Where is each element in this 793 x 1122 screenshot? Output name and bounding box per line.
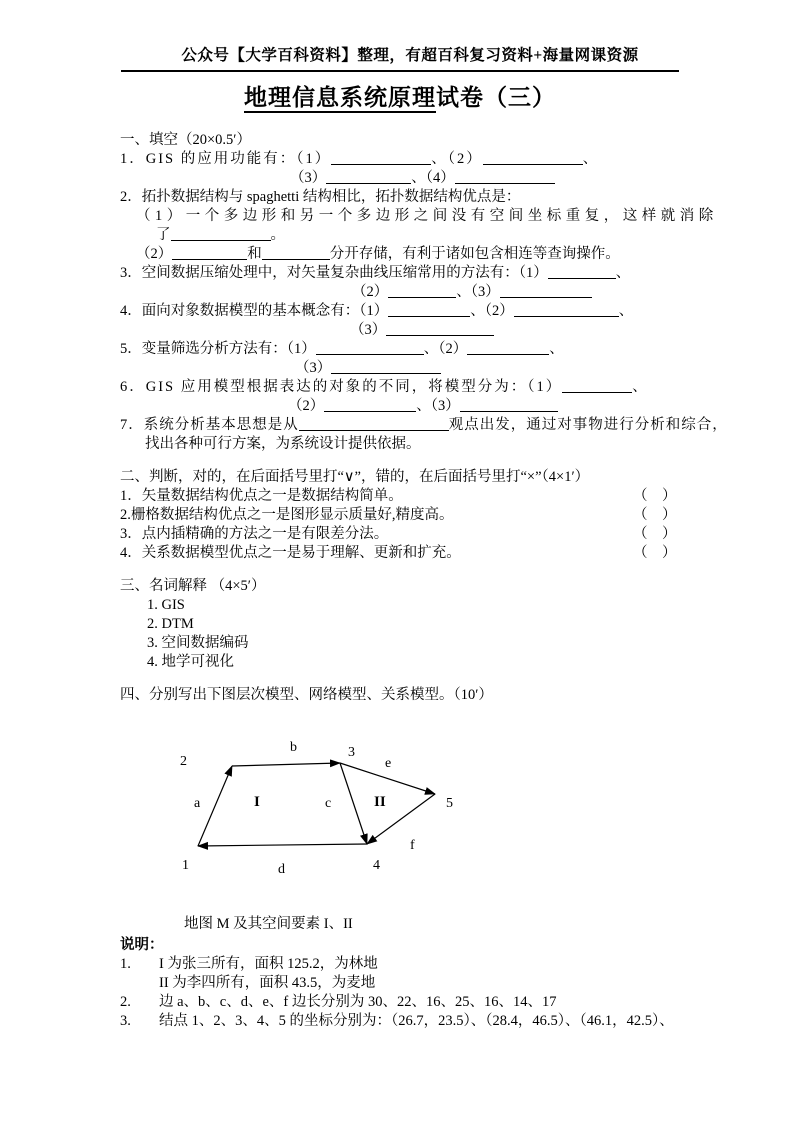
fill-blank-line xyxy=(120,302,700,321)
answer-blank xyxy=(467,340,549,355)
fill-text: 、 xyxy=(632,379,649,395)
judge-items xyxy=(120,487,700,563)
page-title-rest: 试卷（三） xyxy=(436,85,556,110)
term-item: 4. 地学可视化 xyxy=(147,654,234,670)
judge-answer-bracket: （ ） xyxy=(633,526,677,542)
answer-blank xyxy=(172,245,247,260)
page-title-underlined: 地理信息系统原理 xyxy=(244,85,436,113)
edge-f-label: f xyxy=(410,838,415,853)
fill-text: 、 xyxy=(615,265,631,281)
edge-a-label: a xyxy=(194,796,201,811)
judge-answer-bracket: （ ） xyxy=(633,507,677,523)
fill-text: 找出各种可行方案，为系统设计提供依据。 xyxy=(145,436,421,452)
fill-blank-line xyxy=(120,226,700,245)
fill-text: （3） xyxy=(290,170,327,186)
term-item: 1. GIS xyxy=(147,597,185,613)
node-2-label: 2 xyxy=(180,754,187,769)
fill-text: （3） xyxy=(350,322,387,338)
answer-blank xyxy=(171,226,271,241)
edge-c-arrow xyxy=(340,763,367,844)
fill-blank-line xyxy=(120,435,700,454)
note-item-text xyxy=(159,993,700,1012)
fill-text: 。 xyxy=(270,227,285,243)
section-terms xyxy=(120,577,700,672)
fill-blank-line xyxy=(120,397,700,416)
node-5-label: 5 xyxy=(446,796,453,811)
judge-answer-bracket: （ ） xyxy=(633,545,677,561)
fill-text: 3．空间数据压缩处理中，对矢量复杂曲线压缩常用的方法有：（1） xyxy=(120,265,548,281)
section-terms-heading: 三、名词解释 （4×5′） xyxy=(120,578,266,594)
fill-text: 、（2） xyxy=(423,341,468,357)
fill-blank-line xyxy=(120,321,700,340)
fill-text: 、（2） xyxy=(431,151,483,167)
section-diagram xyxy=(120,686,700,934)
section-fill xyxy=(120,131,728,454)
fill-text: （2） xyxy=(288,398,325,414)
term-item: 3. 空间数据编码 xyxy=(147,635,249,651)
fill-blank-line xyxy=(120,378,700,397)
judge-item xyxy=(120,506,700,525)
answer-blank xyxy=(331,150,431,165)
fill-text: 4．面向对象数据模型的基本概念有：（1） xyxy=(120,303,389,319)
answer-blank xyxy=(299,416,449,431)
fill-text: 了 xyxy=(156,227,171,243)
node-1-label: 1 xyxy=(182,858,189,873)
edge-e-label: e xyxy=(385,756,392,771)
region-II-label: II xyxy=(374,794,386,810)
fill-text: 观点出发，通过对事物进行分析和综合， xyxy=(448,417,728,433)
answer-blank xyxy=(386,321,494,336)
fill-blank-line xyxy=(120,340,700,359)
fill-blank-line xyxy=(120,245,700,264)
section-diagram-heading: 四、分别写出下图层次模型、网络模型、关系模型。（10′） xyxy=(120,687,493,703)
section-fill-heading: 一、填空（20×0.5′） xyxy=(120,132,251,148)
note-item-text xyxy=(159,1012,700,1031)
answer-blank xyxy=(548,264,616,279)
answer-blank xyxy=(388,302,470,317)
edge-a-arrow xyxy=(198,766,232,846)
judge-item-text: 1．矢量数据结构优点之一是数据结构简单。 xyxy=(120,488,403,504)
fill-blank-line xyxy=(120,207,718,226)
fill-text: 7．系统分析基本思想是从 xyxy=(120,417,299,433)
edge-d-arrow xyxy=(198,844,367,846)
fill-text: 、（4） xyxy=(411,170,455,186)
diagram-wrapper xyxy=(180,719,700,897)
fill-text: 、（2） xyxy=(470,303,514,319)
fill-blank-lines xyxy=(120,150,728,454)
judge-item xyxy=(120,544,700,563)
answer-blank xyxy=(324,397,416,412)
note-item-text xyxy=(159,955,700,993)
term-items xyxy=(120,596,700,672)
fill-text: 、（3） xyxy=(416,398,460,414)
fill-text: （1）一个多边形和另一个多边形之间没有空间坐标重复，这样就消除 xyxy=(136,208,718,224)
notes-items xyxy=(120,955,700,1031)
edge-c-label: c xyxy=(325,796,332,811)
section-judge xyxy=(120,468,700,563)
answer-blank xyxy=(562,378,632,393)
edge-d-label: d xyxy=(278,862,285,877)
section-judge-heading: 二、判断，对的，在后面括号里打“∨”，错的，在后面括号里打“×”（4×1′） xyxy=(120,469,590,485)
note-item-line: I 为张三所有，面积 125.2，为林地 xyxy=(159,956,378,972)
fill-text: （2） xyxy=(352,284,389,300)
header-divider-line xyxy=(121,70,679,72)
region-I-label: I xyxy=(254,794,260,810)
answer-blank xyxy=(331,359,441,374)
page-title xyxy=(120,85,680,110)
fill-blank-line xyxy=(120,188,700,207)
edge-b-arrow xyxy=(232,763,340,766)
judge-item-text: 2.栅格数据结构优点之一是图形显示质量好,精度高。 xyxy=(120,507,454,523)
answer-blank xyxy=(455,169,555,184)
fill-text: 6．GIS 应用模型根据表达的对象的不同，将模型分为：（1） xyxy=(120,379,563,395)
fill-text: 2．拓扑数据结构与 spaghetti 结构相比，拓扑数据结构优点是： xyxy=(120,189,521,205)
header-notice: 公众号【大学百科资料】整理，有超百科复习资料+海量网课资源 xyxy=(181,47,639,64)
note-item-line: 边 a、b、c、d、e、f 边长分别为 30、22、16、25、16、14、17 xyxy=(159,994,557,1010)
fill-blank-line xyxy=(120,416,728,435)
term-item: 2. DTM xyxy=(147,616,194,632)
fill-text: 和 xyxy=(247,246,262,262)
fill-text: 分开存储，有利于诸如包含相连等查询操作。 xyxy=(329,246,620,262)
fill-text: （2） xyxy=(136,246,173,262)
answer-blank xyxy=(483,150,583,165)
fill-text: 、（3） xyxy=(456,284,500,300)
fill-blank-line xyxy=(120,169,700,188)
node-3-label: 3 xyxy=(348,745,355,760)
judge-item-text: 4．关系数据模型优点之一是易于理解、更新和扩充。 xyxy=(120,545,461,561)
note-item xyxy=(120,1012,700,1031)
fill-text: （3） xyxy=(295,360,332,376)
node-4-label: 4 xyxy=(373,858,380,873)
note-item xyxy=(120,955,700,993)
fill-text: 、 xyxy=(549,341,564,357)
judge-item xyxy=(120,487,700,506)
answer-blank xyxy=(460,397,558,412)
answer-blank xyxy=(316,340,424,355)
note-item xyxy=(120,993,700,1012)
answer-blank xyxy=(262,245,330,260)
judge-item-text: 3．点内插精确的方法之一是有限差分法。 xyxy=(120,526,389,542)
edge-b-label: b xyxy=(290,740,297,755)
judge-answer-bracket: （ ） xyxy=(633,488,677,504)
answer-blank xyxy=(388,283,456,298)
note-item-line: 结点 1、2、3、4、5 的坐标分别为：（26.7，23.5）、（28.4，46.5）、（46.1，42.5）、 xyxy=(159,1013,674,1029)
fill-blank-line xyxy=(120,283,700,302)
fill-text: 5．变量筛选分析方法有：（1） xyxy=(120,341,316,357)
fill-text: 、 xyxy=(582,151,600,167)
fill-blank-line xyxy=(120,359,700,378)
note-item-number: 1. xyxy=(120,956,131,972)
answer-blank xyxy=(500,283,592,298)
fill-text: 、 xyxy=(618,303,634,319)
answer-blank xyxy=(326,169,411,184)
note-item-number: 2. xyxy=(120,994,131,1010)
note-item-line: II 为李四所有，面积 43.5，为麦地 xyxy=(159,975,376,991)
note-item-number: 3. xyxy=(120,1013,131,1029)
diagram-caption: 地图 M 及其空间要素 I、II xyxy=(184,916,353,932)
map-topology-diagram xyxy=(180,719,500,891)
judge-item xyxy=(120,525,700,544)
notes-heading: 说明： xyxy=(120,937,164,953)
fill-blank-line xyxy=(120,150,700,169)
fill-text: 1．GIS 的应用功能有：（1） xyxy=(120,151,332,167)
fill-blank-line xyxy=(120,264,700,283)
answer-blank xyxy=(514,302,619,317)
notes-section xyxy=(120,936,700,1031)
